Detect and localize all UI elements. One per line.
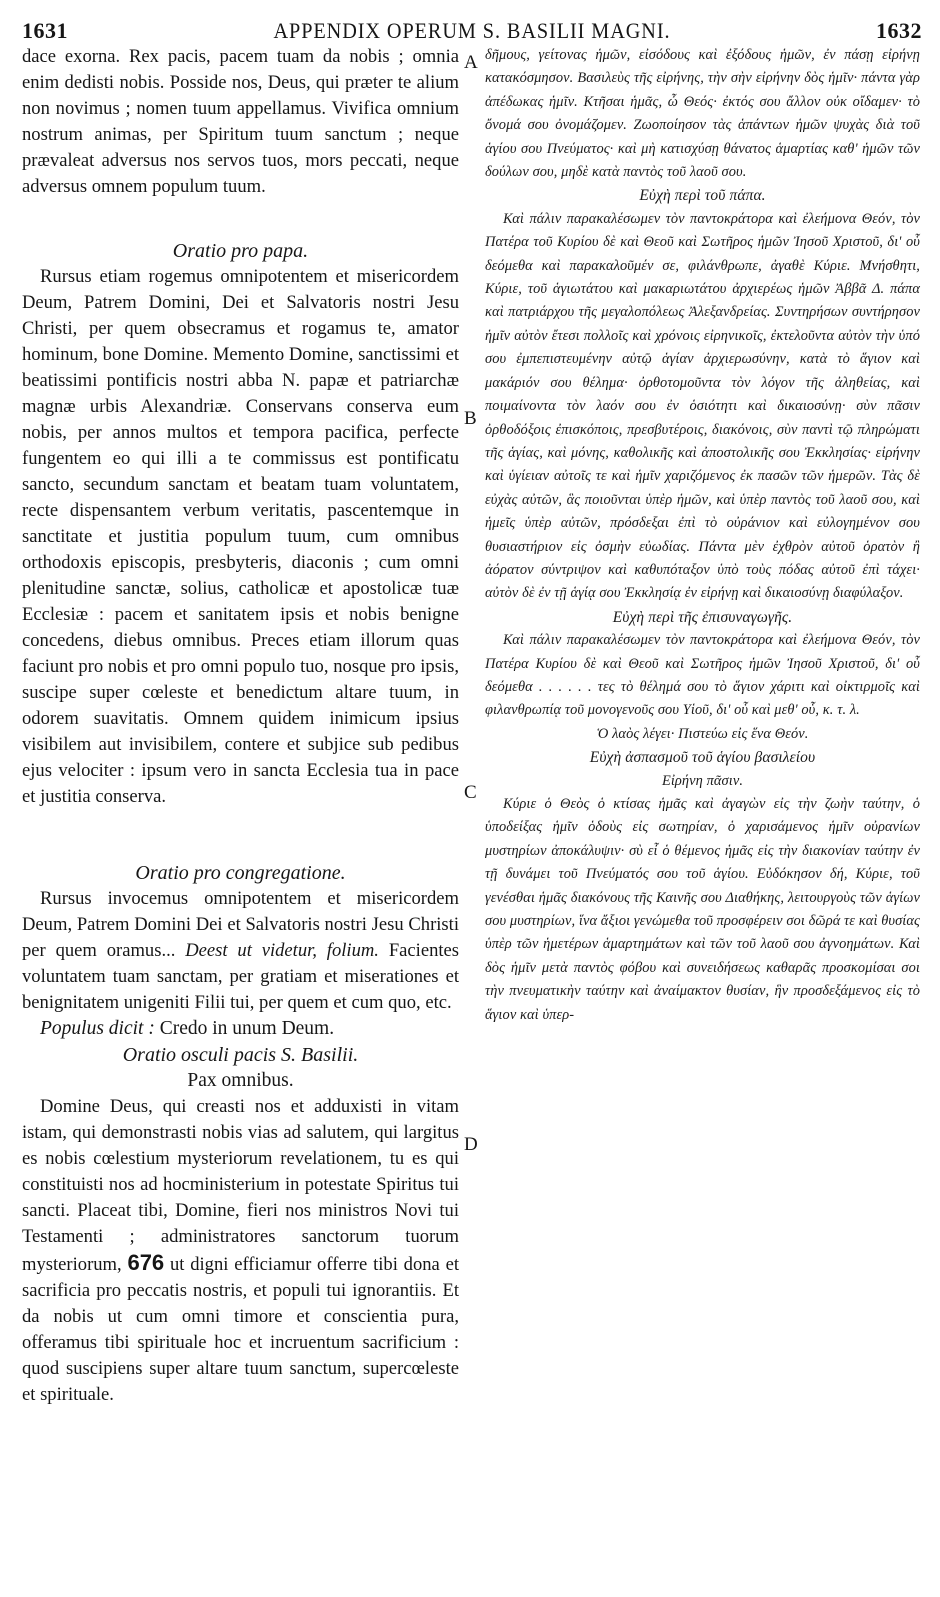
page-header bbox=[22, 18, 922, 44]
greek-heading-pro-papa: Εὐχὴ περὶ τοῦ πάπα. bbox=[639, 187, 766, 205]
latin-heading-pro-papa: Oratio pro papa. bbox=[172, 240, 309, 262]
latin-heading-pro-congregatione: Oratio pro congregatione. bbox=[135, 862, 346, 884]
running-title: APPENDIX OPERUM S. BASILII MAGNI. bbox=[273, 18, 671, 43]
latin-pax-omnibus: Pax omnibus. bbox=[187, 1070, 294, 1091]
latin-populus-text: Credo in unum Deum. bbox=[159, 1018, 335, 1039]
latin-paragraph-4-cont: ut digni efficiamur offerre tibi dona et sacrificia pro peccatis nostris, et populi tui ignorantiis. Et da nobis ut cum omni timore et conscientia pura, offeramus tibi spirituale hoc et incruentum sacrificium : quod suscipiens super altare tuum sanctum, supercœleste et spirituale. bbox=[22, 1254, 459, 1405]
greek-column bbox=[485, 44, 920, 1027]
margin-marker-c: C bbox=[464, 782, 477, 803]
latin-paragraph-2: Rursus etiam rogemus omnipotentem et misericordem Deum, Patrem Domini, Dei et Salvatoris nostri Jesu Christi, per quem obsecramus et rogamus te, amator hominum, bone Domine. Memento Domine, sanctissimi et beatissimi pontificis nostri abba N. papæ et patriarchæ magnæ urbis Alexandriæ. Conservans conserva eum nobis, per annos multos et tempora pacifica, perfecte fungentem eo qui illi a te commissus est pontificatu sancto, secundum sanctam et beatam tuam voluntatem, recte dispensantem verbum veritatis, pascentemque in sanctitate et justitia populum tuum, cum omnibus orthodoxis episcopis, presbyteris, diaconis ; cum omni plenitudine sanctæ, solius, catholicæ et apostolicæ tuæ Ecclesiæ : pacem et sanitatem ipsis et nobis benigne concedens, diebus omnibus. Preces etiam illorum quas faciunt pro nobis et pro omni populo tuo, nosque pro ipsis, suscipe super cœleste et benedictum altare tuum, in odorem suavitatis. Omnem quidem inimicum ipsius visibilem aut invisibilem, contere et subjice sub pedibus ejus velociter : ipsum vero in sancta Ecclesia tua in pace et justitia conserva. bbox=[22, 266, 459, 807]
page-number-right: 1632 bbox=[876, 18, 922, 43]
latin-lacuna-note: Deest ut videtur, folium. bbox=[185, 940, 379, 961]
latin-heading-osculi-pacis: Oratio osculi pacis S. Basilii. bbox=[122, 1044, 359, 1066]
latin-column bbox=[22, 44, 459, 1408]
latin-paragraph-3 bbox=[22, 886, 459, 1016]
margin-marker-a: A bbox=[464, 52, 478, 73]
margin-marker-b: B bbox=[464, 408, 477, 429]
greek-heading-osculi-pacis: Εὐχὴ ἀσπασμοῦ τοῦ ἁγίου βασιλείου bbox=[589, 749, 816, 767]
latin-paragraph-4-text: Domine Deus, qui creasti nos et adduxisti in vitam istam, qui demonstrasti nobis vias ad salutem, qui largitus es nobis cœlestium mysteriorum revelationem, tu es qui constituisti nos ad hocministerium in potestate Spiritus tui sancti. Placeat tibi, Domine, fieri nos ministros Novi tui Testamenti ; administratores sanctorum tuorum mysteriorum, bbox=[22, 1096, 459, 1275]
greek-paragraph-2: Καὶ πάλιν παρακαλέσωμεν τὸν παντοκράτορα καὶ ἐλεήμονα Θεόν, τὸν Πατέρα τοῦ Κυρίου δὲ καὶ Θεοῦ καὶ Σωτῆρος ἡμῶν Ἰησοῦ Χριστοῦ, δι' οὗ δεόμεθα καὶ παρακαλοῦμέν σε, φιλάνθρωπε, ἀγαθὲ Κύριε. Μνήσθητι, Κύριε, τοῦ ἁγιωτάτου καὶ μακαριωτάτου ἀρχιερέως ἡμῶν Ἀββᾶ Δ. πάπα καὶ πατριάρχου τῆς μεγαλοπόλεως Ἀλεξανδρείας. Συντηρήσων συντήρησον ἡμῖν αὐτὸν ἔτεσι πολλοῖς καὶ χρόνοις εἰρηνικοῖς, ἐκτελοῦντα αὐτὸν τὴν ὑπό σου ἐμπεπιστευμένην αὐτῷ ἁγίαν ἀρχιερωσύνην, κατὰ τὸ ἅγιον καὶ μακάριόν σου θέλημα· ὀρθοτομοῦντα τὸν λόγον τῆς ἀληθείας, καὶ ποιμαίνοντα τὸν λαόν σου ἐν ὁσιότητι καὶ δικαιοσύνῃ· σὺν πᾶσιν ὀρθοδόξοις ἐπισκόποις, πρεσβυτέροις, διακόνοις, σὺν παντὶ τῷ πληρώματι τῆς ἁγίας, καὶ μόνης, καθολικῆς καὶ ἀποστολικῆς σου Ἐκκλησίας· εἰρήνην καὶ ὑγίειαν αὐτοῖς τε καὶ ἡμῖν χαριζόμενος ἐκ πασῶν τῶν ἡμερῶν. Τὰς δὲ εὐχὰς αὐτῶν, ἃς ποιοῦνται ὑπὲρ ἡμῶν, καὶ ὑπὲρ παντὸς τοῦ λαοῦ σου, καὶ ἡμεῖς ὑπὲρ αὐτῶν, πρόσδεξαι ἐπὶ τὸ οὐράνιον καὶ εὐλογημένον σου θυσιαστήριον εἰς ὀσμὴν εὐωδίας. Πάντα μὲν ἐχθρὸν αὐτοῦ ὁρατὸν ἢ ἀόρατον σύντριψον καὶ καθυπόταξον ὑπὸ τοὺς πόδας αὐτοῦ ἐπὶ τάχει· αὐτὸν δὲ ἐν τῇ ἁγίᾳ σου Ἐκκλησίᾳ ἐν εἰρήνῃ καὶ δικαιοσύνῃ διαφύλαξον. bbox=[485, 210, 920, 602]
latin-populus-label: Populus dicit : bbox=[40, 1018, 155, 1039]
margin-marker-d: D bbox=[464, 1134, 478, 1155]
latin-paragraph-3-text: Rursus invocemus omnipotentem et misericordem Deum, Patrem Domini Dei et Salvatoris nostri Jesu Christi per quem oramus... bbox=[22, 888, 459, 961]
latin-paragraph-3-cont: Facientes voluntatem tuam sanctam, per gratiam et miserationes et benignitatem unigeniti Filii tui, per quem et cum quo, etc. bbox=[22, 940, 460, 1013]
column-number-marker: 676 bbox=[127, 1250, 165, 1275]
greek-populus-line: Ὁ λαὸς λέγει· Πιστεύω εἰς ἕνα Θεόν. bbox=[596, 725, 809, 742]
page-number-left: 1631 bbox=[22, 18, 68, 43]
latin-paragraph-4 bbox=[22, 1094, 459, 1408]
latin-populus-line bbox=[22, 1016, 459, 1042]
greek-paragraph-1: δῆμους, γείτονας ἡμῶν, εἰσόδους καὶ ἐξόδους ἡμῶν, ἐν πάσῃ εἰρήνῃ κατακόσμησον. Βασιλεὺς τῆς εἰρήνης, τὴν σὴν εἰρήνην δὸς ἡμῖν· πάντα γὰρ ἀπέδωκας ἡμῖν. Κτῆσαι ἡμᾶς, ὦ Θεός· ἐκτός σου ἄλλον οὐκ οἴδαμεν· τὸ ὄνομά σου ὀνομάζομεν. Ζωοποίησον τὰς ἁπάντων ἡμῶν ψυχὰς διὰ τοῦ ἁγίου σου Πνεύματος· καὶ μὴ κατισχύσῃ θάνατος ἁμαρτίας καθ' ἡμῶν τῶν δούλων σου, μηδὲ κατὰ παντὸς τοῦ λαοῦ σου. bbox=[485, 47, 920, 181]
greek-heading-pro-congregatione: Εὐχὴ περὶ τῆς ἐπισυναγωγῆς. bbox=[612, 608, 793, 626]
greek-paragraph-3: Καὶ πάλιν παρακαλέσωμεν τὸν παντοκράτορα καὶ ἐλεήμονα Θεόν, τὸν Πατέρα Κυρίου δὲ καὶ Θεοῦ καὶ Σωτῆρος ἡμῶν Ἰησοῦ Χριστοῦ, δι' οὗ δεόμεθα . . . . . . τες τὸ θέλημά σου τὸ ἅγιον χάριτι καὶ οἰκτιρμοῖς καὶ φιλανθρωπίᾳ τοῦ μονογενοῦς σου Υἱοῦ, δι' οὗ καὶ μεθ' οὗ, κ. τ. λ. bbox=[485, 632, 920, 719]
greek-pax-omnibus: Εἰρήνη πᾶσιν. bbox=[661, 772, 744, 789]
latin-paragraph-1: dace exorna. Rex pacis, pacem tuam da nobis ; omnia enim dedisti nobis. Possidе nos, Deus, qui præter te alium non novimus ; nomen tuum appellamus. Vivifica omnium nostrum animas, per Spiritum tuum sanctum ; neque prævaleat adversus nos servos tuos, mors peccati, neque adversus omnem populum tuum. bbox=[22, 46, 459, 197]
greek-paragraph-4: Κύριε ὁ Θεὸς ὁ κτίσας ἡμᾶς καὶ ἀγαγὼν εἰς τὴν ζωὴν ταύτην, ὁ ὑποδείξας ἡμῖν ὁδοὺς εἰς σωτηρίαν, ὁ χαρισάμενος ἡμῖν οὐρανίων μυστηρίων ἀποκάλυψιν· σὺ εἶ ὁ θέμενος ἡμᾶς εἰς τὴν διακονίαν ταύτην ἐν τῇ δυνάμει τοῦ Πνεύματός σου τοῦ ἁγίου. Εὐδόκησον δή, Κύριε, τοῦ γενέσθαι ἡμᾶς διακόνους τῆς Καινῆς σου Διαθήκης, λειτουργοὺς τῶν ἁγίων σου μυστηρίων, ἵνα ἄξιοι γενώμεθα τοῦ προσφέρειν σοι δῶρά τε καὶ θυσίας ὑπὲρ τῶν ἡμετέρων ἁμαρτημάτων καὶ τῶν τοῦ λαοῦ σου ἀγνοημάτων. Καὶ δὸς ἡμῖν μετὰ παντὸς φόβου καὶ συνειδήσεως καθαρᾶς προσκομίσαι σοι τὴν πνευματικὴν ταύτην καὶ ἀναίμακτον θυσίαν, ἣν προσδεξάμενος εἰς τὸ ἅγιον καὶ ὑπερ- bbox=[485, 796, 920, 1023]
